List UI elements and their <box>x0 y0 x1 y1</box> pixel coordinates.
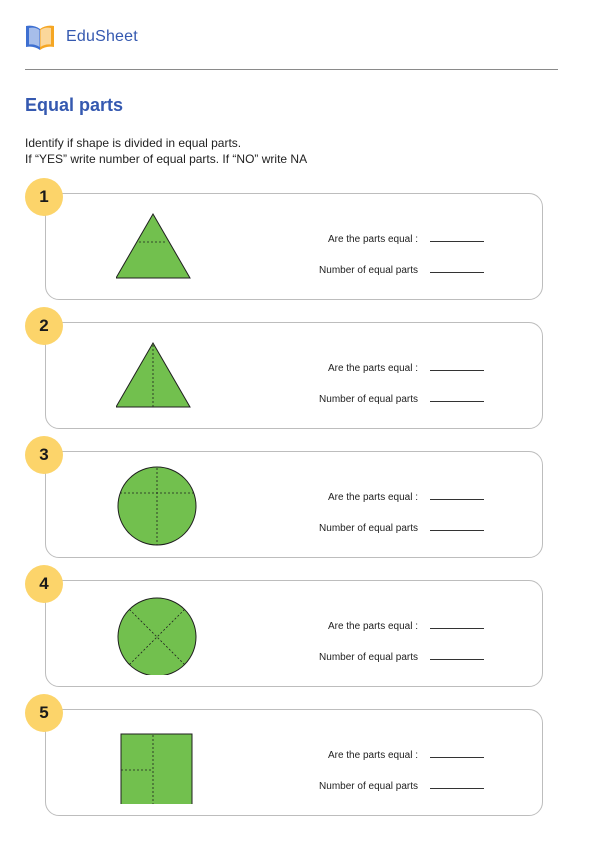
square-shape <box>116 720 200 804</box>
question-card-2 <box>45 322 543 429</box>
parts-equal-answer-blank[interactable] <box>430 499 484 500</box>
parts-equal-answer-blank[interactable] <box>430 757 484 758</box>
question-card-3 <box>45 451 543 558</box>
parts-equal-label: Are the parts equal : <box>327 750 418 761</box>
number-of-parts-answer-blank[interactable] <box>430 401 484 402</box>
parts-equal-label: Are the parts equal : <box>327 492 418 503</box>
circle-shape <box>116 462 200 546</box>
parts-equal-label: Are the parts equal : <box>327 363 418 374</box>
parts-equal-answer-blank[interactable] <box>430 628 484 629</box>
header <box>24 20 138 54</box>
parts-equal-answer-blank[interactable] <box>430 370 484 371</box>
question-number-badge: 2 <box>25 307 63 345</box>
number-of-parts-label: Number of equal parts <box>319 652 418 663</box>
question-card-4 <box>45 580 543 687</box>
instruction-line-1: Identify if shape is divided in equal parts. <box>25 136 242 150</box>
question-number-badge: 3 <box>25 436 63 474</box>
number-of-parts-label: Number of equal parts <box>319 265 418 276</box>
question-number-badge: 1 <box>25 178 63 216</box>
parts-equal-label: Are the parts equal : <box>327 621 418 632</box>
number-of-parts-label: Number of equal parts <box>319 781 418 792</box>
number-of-parts-label: Number of equal parts <box>319 394 418 405</box>
header-divider <box>25 69 558 70</box>
triangle-shape <box>116 204 200 288</box>
page-title: Equal parts <box>25 95 124 115</box>
number-of-parts-answer-blank[interactable] <box>430 530 484 531</box>
instruction-line-2: If “YES” write number of equal parts. If “NO” write NA <box>25 152 308 166</box>
question-card-5 <box>45 709 543 816</box>
instructions <box>25 135 307 167</box>
triangle-shape <box>116 333 200 417</box>
question-number-badge: 4 <box>25 565 63 603</box>
number-of-parts-answer-blank[interactable] <box>430 659 484 660</box>
parts-equal-label: Are the parts equal : <box>327 234 418 245</box>
circle-shape <box>116 591 200 675</box>
number-of-parts-answer-blank[interactable] <box>430 788 484 789</box>
number-of-parts-label: Number of equal parts <box>319 523 418 534</box>
parts-equal-answer-blank[interactable] <box>430 241 484 242</box>
brand-name: EduSheet <box>66 28 138 45</box>
question-number-badge: 5 <box>25 694 63 732</box>
open-book-icon <box>24 22 56 52</box>
number-of-parts-answer-blank[interactable] <box>430 272 484 273</box>
question-card-1 <box>45 193 543 300</box>
